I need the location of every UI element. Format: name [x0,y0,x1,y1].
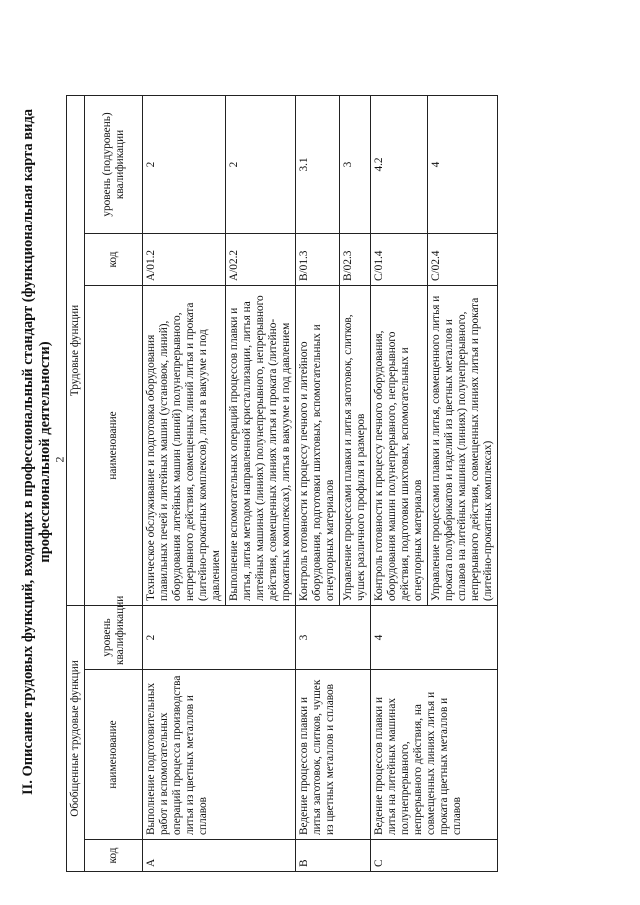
function-sublevel: 3.1 [296,95,340,233]
function-name: Управление процессами плавки и литья заготовок, слитков, чушек различного профиля и размеров [340,286,371,606]
group-code: B [296,840,371,872]
function-code: B/01.3 [296,234,340,286]
function-sublevel: 2 [226,95,296,233]
header-function-code: код [85,234,143,286]
rotated-page-content [20,22,620,882]
header-function-name: наименование [85,286,143,606]
functional-map-table [66,95,498,872]
function-name: Контроль готовности к процессу печного и литейного оборудования, подготовки шихтовых, вспомогательных и огнеупорных материалов [296,286,340,606]
function-sublevel: 2 [143,95,226,233]
group-level: 3 [296,606,371,670]
table-row [296,95,340,871]
header-row-2 [85,95,143,871]
group-name: Ведение процессов плавки и литья заготовок, слитков, чушек из цветных металлов и сплавов [296,670,371,840]
group-name: Ведение процессов плавки и литья на литейных машинах полунепрерывного, непрерывного действия, на совмещенных линиях литья и проката цветных металлов и сплавов [371,670,498,840]
function-name: Управление процессами плавки и литья, совмещенного литья и проката полуфабрикатов и изделий из цветных металлов и сплавов на литейных машинах (линиях) полунепрерывного, непрерывного действия, совмещенных линиях литья и проката (литейно-прокатных комплексах) [428,286,498,606]
function-name: Контроль готовности к процессу печного оборудования, оборудования машин полунепрерывного, непрерывного действия, подготовки шихтовых, вспомогательных и огнеупорных материалов [371,286,428,606]
function-code: A/02.2 [226,234,296,286]
function-name: Техническое обслуживание и подготовка оборудования плавильных печей и литейных машин (установок, линий), оборудования литейных машин (линий) полунепрерывного, непрерывного действия, совмещенных линий литья и проката (литейно-прокатных комплексов), литья в вакууме и под давлением [143,286,226,606]
function-sublevel: 4 [428,95,498,233]
function-code: A/01.2 [143,234,226,286]
function-code: B/02.3 [340,234,371,286]
header-generalized-functions: Обобщенные трудовые функции [67,606,85,872]
header-qualification-level: уровень квалификации [85,606,143,670]
header-code: код [85,840,143,872]
header-qualification-sublevel: уровень (подуровень) квалификации [85,95,143,233]
table-row [143,95,226,871]
group-name: Выполнение подготовительных работ и вспомогательных операций процесса производства литья из цветных металлов и сплавов [143,670,296,840]
group-level: 4 [371,606,498,670]
page-number: 2 [52,456,67,463]
group-code: C [371,840,498,872]
group-code: A [143,840,296,872]
function-sublevel: 3 [340,95,371,233]
function-code: C/02.4 [428,234,498,286]
header-labor-functions: Трудовые функции [67,95,85,605]
function-code: C/01.4 [371,234,428,286]
function-name: Выполнение вспомогательных операций процессов плавки и литья, литья методом направленной кристаллизации, литья на литейных машинах (линиях) полунепрерывного, непрерывного действия, совмещенных линиях литья и проката (литейно-прокатных комплексах), литья в вакууме и под давлением [226,286,296,606]
header-name: наименование [85,670,143,840]
header-row-1 [67,95,85,871]
section-title: II. Описание трудовых функций, входящих в профессиональный стандарт (функциональная карта вида профессиональной деятельности) [20,108,53,796]
function-sublevel: 4.2 [371,95,428,233]
table-row [371,95,428,871]
group-level: 2 [143,606,296,670]
